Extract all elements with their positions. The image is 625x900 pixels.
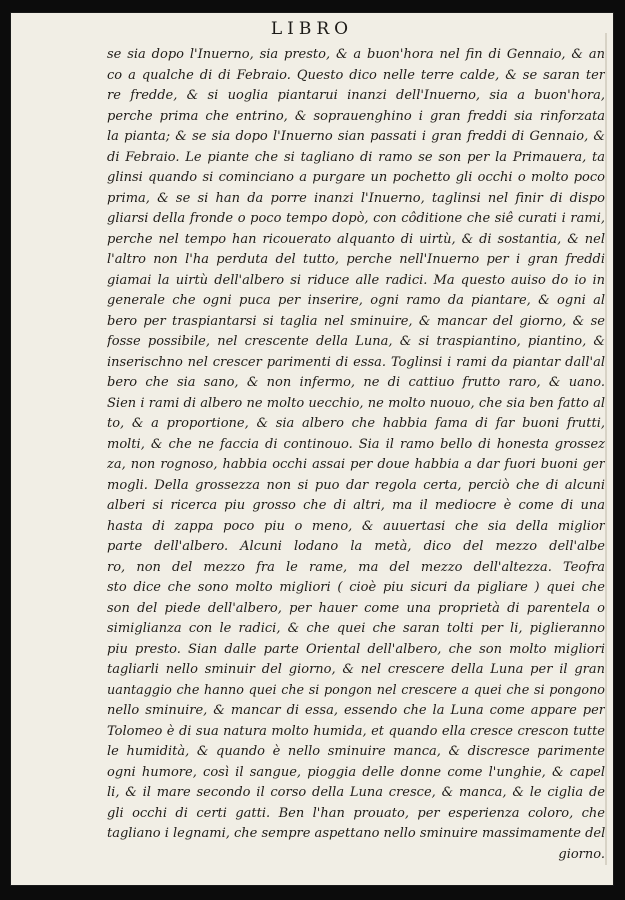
text-line: re fredde, & si uoglia piantarui inanzi dell'Inuerno, sia a buon'hora, [107,88,605,103]
text-line: to, & a proportione, & sia albero che habbia fama di far buoni frutti, [107,416,605,431]
text-line: nello sminuire, & mancar di essa, essendo che la Luna come appare per [107,703,605,718]
text-line: se sia dopo l'Inuerno, sia presto, & a buon'hora nel fin di Gennaio, & an [107,47,605,62]
text-line: ogni humore, così il sangue, pioggia delle donne come l'unghie, & capel [107,764,605,780]
text-line: son del piede dell'albero, per hauer come una proprietà di parentela o [107,600,605,616]
text-line: le humidità, & quando è nello sminuire manca, & discresce parimente [107,744,605,759]
text-line: l'altro non l'ha perduta del tutto, perche nell'Inuerno per i gran freddi [107,252,605,267]
text-line: giamai la uirtù dell'albero si riduce alle radici. Ma questo auiso do io in [107,272,605,288]
text-line: ro, non del mezzo fra le rame, ma del mezzo dell'altezza. Teofra [107,559,605,575]
text-line: prima, & se si han da porre inanzi l'Inuerno, taglinsi nel finir di dispo [107,190,605,206]
text-line: Tolomeo è di sua natura molto humida, et quando ella cresce crescon tutte [107,723,605,739]
text-line: za, non rognoso, habbia occhi assai per doue habbia a dar fuori buoni ger [107,457,605,472]
text-line: mogli. Della grossezza non si puo dar regola certa, perciò che di alcuni [107,477,605,493]
text-line: tagliano i legnami, che sempre aspettano nello sminuire massimamente del [107,826,605,841]
text-line: hasta di zappa poco piu o meno, & auuertasi che sia della miglior [107,518,605,534]
text-line: uantaggio che hanno quei che si pongon nel crescere a quei che si pongono [107,682,605,698]
text-line: alberi si ricerca piu grosso che di altri, ma il mediocre è come di una [107,498,605,513]
text-line: simiglianza con le radici, & che quei che saran tolti per li, piglieranno [107,621,605,636]
text-line: Sien i rami di albero ne molto uecchio, ne molto nuouo, che sia ben fatto al [107,395,605,411]
text-line: gli occhi di certi gatti. Ben l'han prouato, per esperienza coloro, che [107,805,605,821]
text-line: generale che ogni puca per inserire, ogni ramo da piantare, & ogni al [107,293,605,308]
page-edge-shadow [605,33,607,865]
book-page [10,12,614,886]
text-line: li, & il mare secondo il corso della Luna cresce, & manca, & le ciglia de [107,785,605,800]
text-line: fosse possibile, nel crescente della Luna, & si traspiantino, piantino, & [107,334,605,349]
text-line: molti, & che ne faccia di continouo. Sia il ramo bello di honesta grossez [107,436,605,452]
text-line: glinsi quando si cominciano a purgare un pochetto gli occhi o molto poco [107,170,605,185]
text-line: co a qualche di di Febraio. Questo dico nelle terre calde, & se saran ter [107,67,605,83]
page-body-text [107,45,605,865]
text-line: perche prima che entrino, & soprauenghino i gran freddi sia rinforzata [107,108,605,124]
text-line: giorno. [558,846,605,862]
text-line: gliarsi della fronde o poco tempo dopò, con côditione che siê curati i rami, [107,211,605,226]
text-line: tagliarli nello sminuir del giorno, & nel crescere della Luna per il gran [107,662,605,677]
text-line: la pianta; & se sia dopo l'Inuerno sian passati i gran freddi di Gennaio, & [107,129,605,144]
text-line: inserischno nel crescer parimenti di essa. Toglinsi i rami da piantar dall'al [107,354,605,370]
text-line: perche nel tempo han ricouerato alquanto di uirtù, & di sostantia, & nel [107,231,605,247]
text-line: bero per traspiantarsi si taglia nel sminuire, & mancar del giorno, & se [107,313,605,329]
running-head: LIBRO [270,19,354,39]
text-line: sto dice che sono molto migliori ( cioè piu sicuri da pigliare ) quei che [107,580,605,595]
text-line: di Febraio. Le piante che si tagliano di ramo se son per la Primauera, ta [107,149,605,165]
text-line: bero che sia sano, & non infermo, ne di cattiuo frutto raro, & uano. [107,375,605,390]
text-line: piu presto. Sian dalle parte Oriental dell'albero, che son molto migliori [107,641,605,657]
text-line: parte dell'albero. Alcuni lodano la metà, dico del mezzo dell'albe [107,539,605,554]
